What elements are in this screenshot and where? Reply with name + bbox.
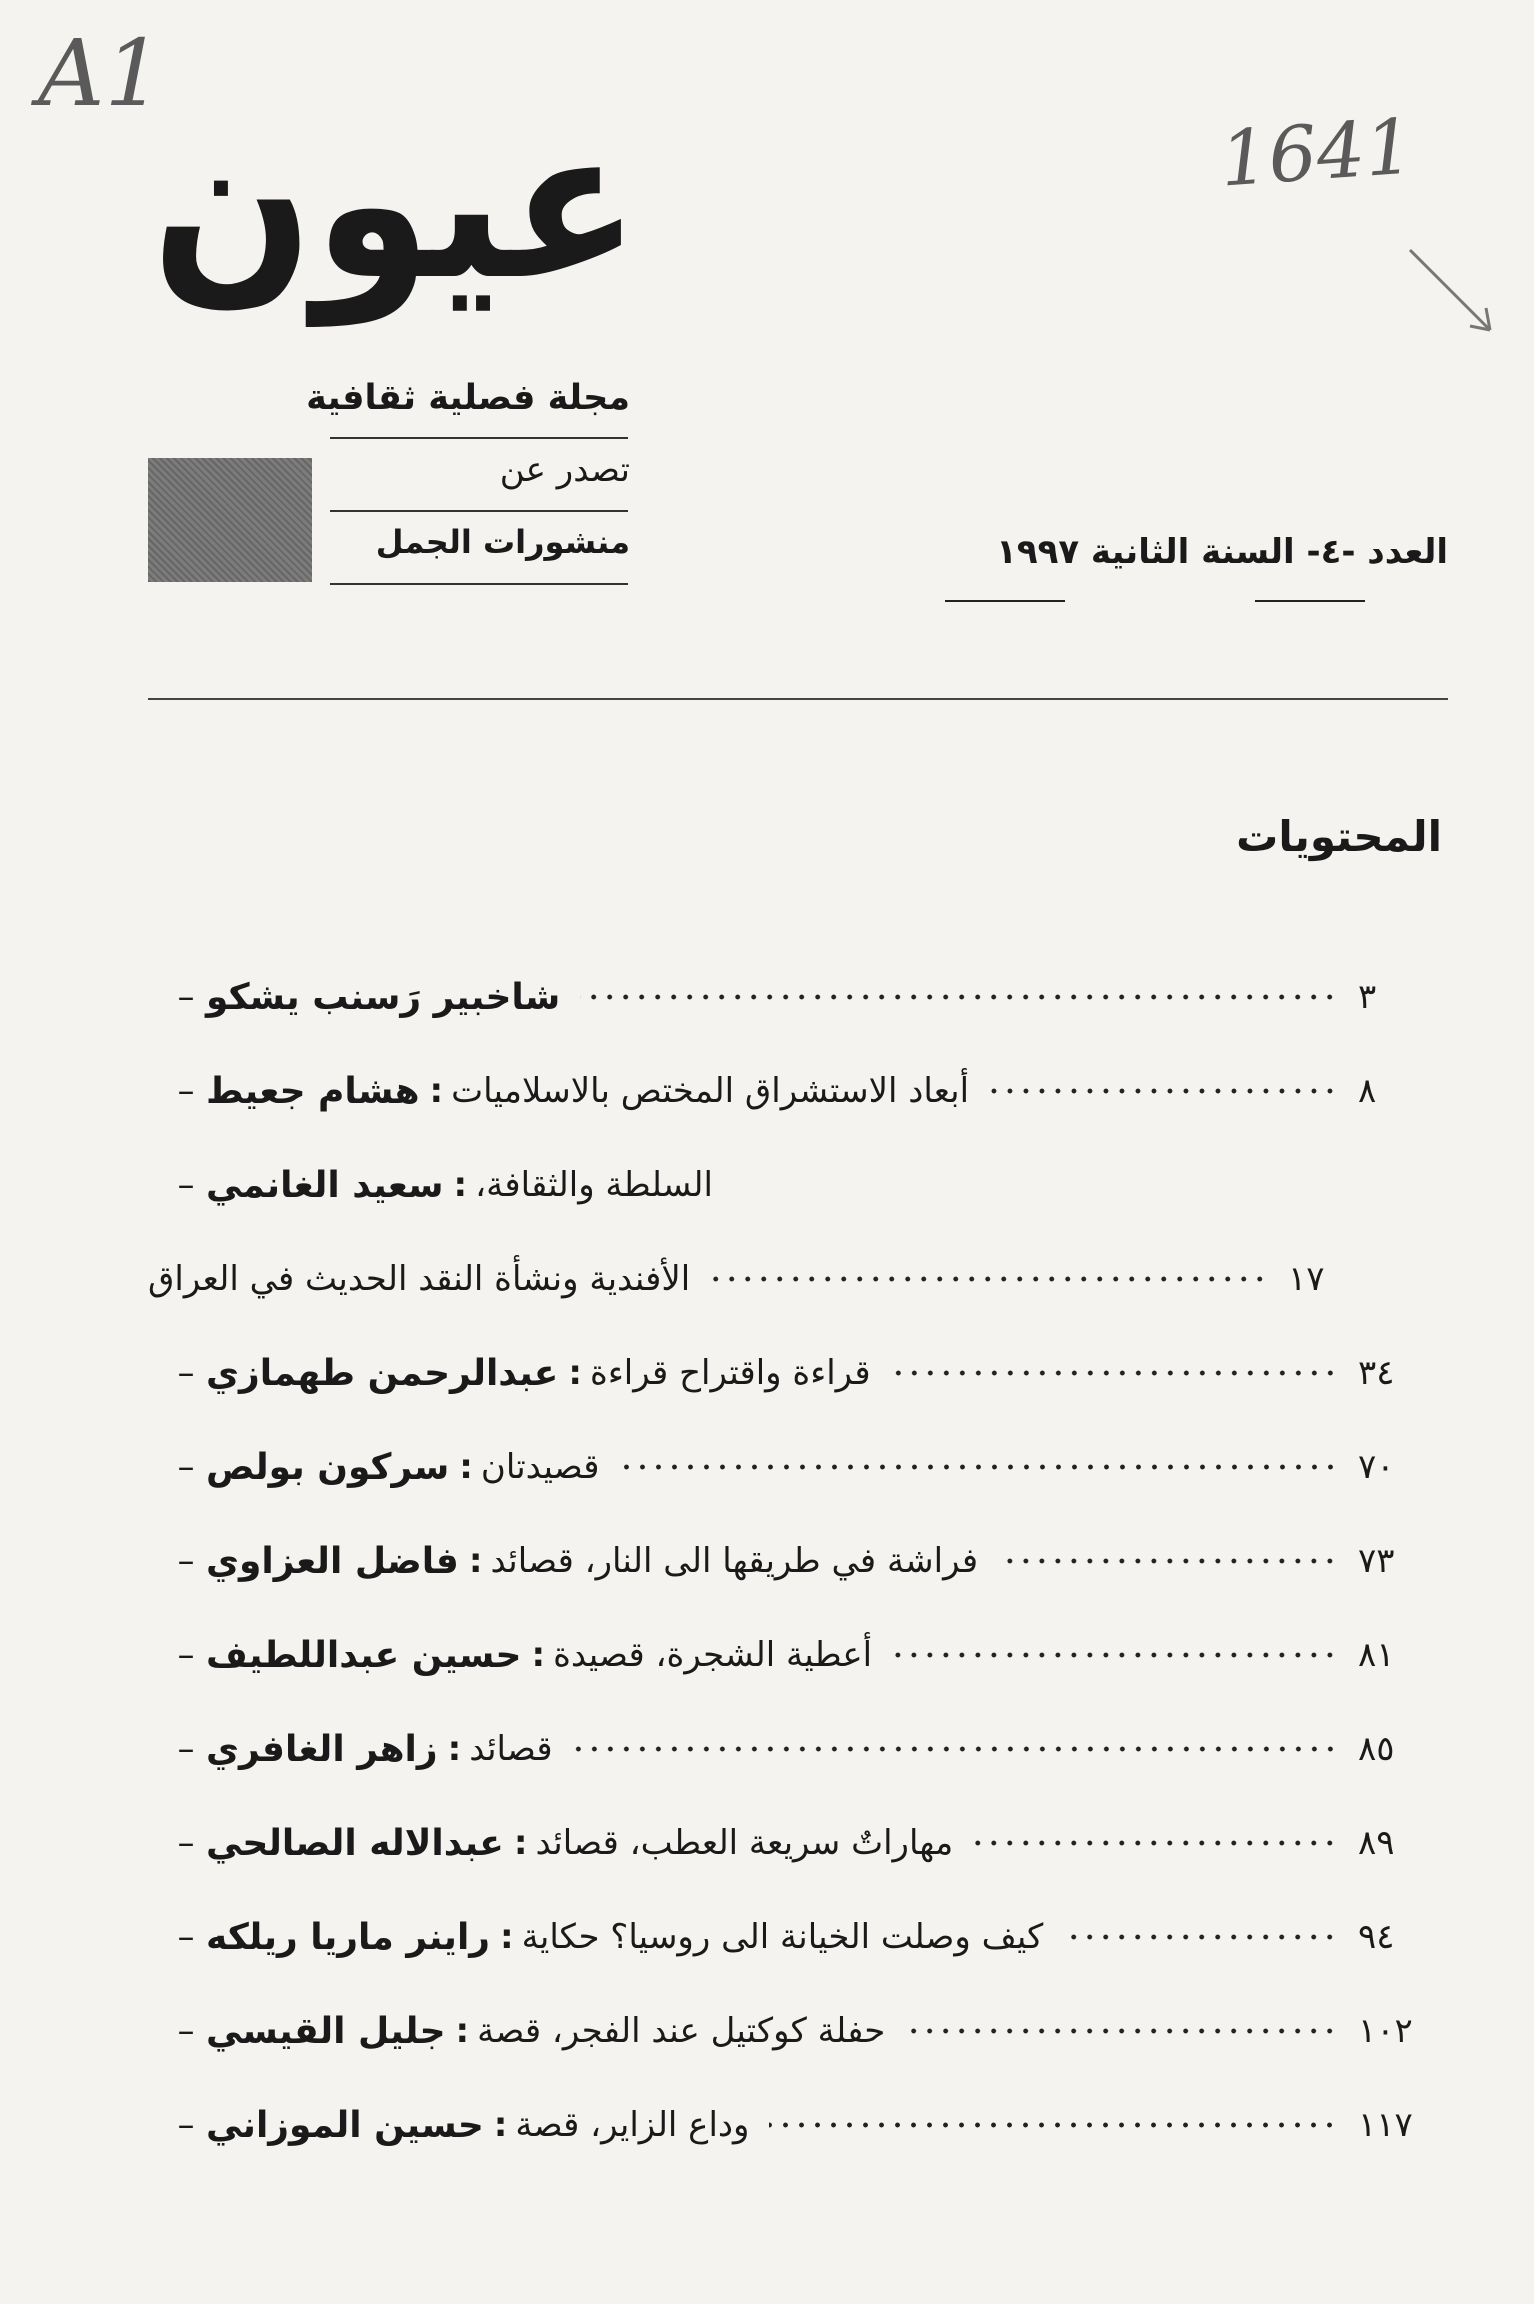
bullet-dash: – [177,1541,195,1581]
entry-title: مهاراتٌ سريعة العطب، قصائد [535,1823,954,1863]
bullet-dash: – [177,1635,195,1675]
page-number: ٨١ [1358,1635,1395,1675]
entry-author: جليل القيسي [206,2010,446,2052]
bullet-dash: – [177,1071,195,1111]
entry-author: حسين الموزاني [206,2104,484,2146]
toc-entry: – عبدالرحمن طهمازي : قراءة واقتراح قراءة ٣٤ [148,1326,1448,1420]
toc-entry: – جليل القيسي : حفلة كوكتيل عند الفجر، قصة ١٠٢ [148,1984,1448,2078]
page-number: ١١٧ [1358,2105,1413,2145]
toc-entry: – حسين الموزاني : وداع الزاير، قصة ١١٧ [148,2078,1448,2172]
entry-author: راينر ماريا ريلكه [206,1916,491,1958]
journal-title: عيون [151,82,640,326]
entry-title: أبعاد الاستشراق المختص بالاسلاميات [451,1071,970,1111]
page-number: ١٧ [1288,1259,1325,1299]
bullet-dash: – [177,1165,195,1205]
page-number: ١٠٢ [1358,2011,1413,2051]
bullet-dash: – [177,2105,195,2145]
dot-leader [1063,1934,1338,1940]
entry-title: حفلة كوكتيل عند الفجر، قصة [477,2011,886,2051]
toc-entry: – عبدالاله الصالحي : مهاراتٌ سريعة العطب، قصائد ٨٩ [148,1796,1448,1890]
entry-author: عبدالرحمن طهمازي [206,1352,559,1394]
journal-logo [151,82,640,330]
entry-title: فراشة في طريقها الى النار، قصائد [490,1541,979,1581]
entry-author: فاضل العزاوي [206,1540,459,1582]
page-number: ٨٥ [1358,1729,1395,1769]
dot-leader [989,1088,1338,1094]
dot-leader [998,1558,1338,1564]
entry-title: وداع الزاير، قصة [515,2105,750,2145]
contents-heading: المحتويات [1236,812,1442,861]
entry-author: شاخبير رَسنب يشكو [206,976,561,1018]
underline-mark [945,600,1065,602]
entry-author: سعيد الغانمي [206,1164,444,1206]
handwritten-catalog-number: 1641 [1217,101,1417,204]
bullet-dash: – [177,1447,195,1487]
toc-entry: – سركون بولص : قصيدتان ٧٠ [148,1420,1448,1514]
entry-title: قصيدتان [480,1447,600,1487]
toc-entry: – سعيد الغانمي : السلطة والثقافة، [148,1138,1448,1232]
entry-title: أعطية الشجرة، قصيدة [553,1635,873,1675]
publisher-logo-block [148,458,312,582]
toc-entry: – زاهر الغافري : قصائد ٨٥ [148,1702,1448,1796]
pencil-arrow-icon [1400,240,1510,350]
page-number: ٧٠ [1358,1447,1395,1487]
toc-entry: – حسين عبداللطيف : أعطية الشجرة، قصيدة ٨١ [148,1608,1448,1702]
page-number: ٣ [1358,977,1377,1017]
published-by-label: تصدر عن [499,450,630,490]
handwritten-shelf-mark: A1 [38,20,163,127]
horizontal-rule [148,698,1448,700]
page-number: ٩٤ [1358,1917,1395,1957]
dot-leader [891,1370,1338,1376]
publisher-name: منشورات الجمل [375,523,630,561]
entry-title: الأفندية ونشأة النقد الحديث في العراق [148,1259,691,1299]
bullet-dash: – [177,1823,195,1863]
entry-author: زاهر الغافري [206,1728,438,1770]
bullet-dash: – [177,2011,195,2051]
issue-info: العدد -٤- السنة الثانية ١٩٩٧ [996,532,1448,572]
toc-entry: – فاضل العزاوي : فراشة في طريقها الى النار، قصائد ٧٣ [148,1514,1448,1608]
entry-title: السلطة والثقافة، [475,1165,713,1205]
divider [330,583,628,585]
toc-entry: – هشام جعيط : أبعاد الاستشراق المختص بالاسلاميات ٨ [148,1044,1448,1138]
contents-list [148,950,1448,2172]
bullet-dash: – [177,1353,195,1393]
page-number: ٨ [1358,1071,1377,1111]
bullet-dash: – [177,977,195,1017]
page-number: ٨٩ [1358,1823,1395,1863]
divider [330,437,628,439]
dot-leader [573,1746,1338,1752]
underline-mark [1255,600,1365,602]
entry-title: قصائد [469,1729,553,1769]
dot-leader [620,1464,1338,1470]
toc-entry-continuation [148,1232,1448,1326]
entry-title: قراءة واقتراح قراءة [590,1353,871,1393]
divider [330,510,628,512]
entry-author: هشام جعيط [206,1070,420,1112]
entry-title: كيف وصلت الخيانة الى روسيا؟ حكاية [521,1917,1044,1957]
bullet-dash: – [177,1729,195,1769]
journal-subtitle: مجلة فصلية ثقافية [306,378,630,418]
toc-entry: – راينر ماريا ريلكه : كيف وصلت الخيانة الى روسيا؟ حكاية ٩٤ [148,1890,1448,1984]
dot-leader [769,2122,1338,2128]
entry-author: سركون بولص [206,1446,450,1488]
page-number: ٣٤ [1358,1353,1395,1393]
dot-leader [710,1276,1268,1282]
dot-leader [580,994,1338,1000]
page-number: ٧٣ [1358,1541,1395,1581]
bullet-dash: – [177,1917,195,1957]
entry-author: حسين عبداللطيف [206,1634,522,1676]
entry-author: عبدالاله الصالحي [206,1822,504,1864]
toc-entry [148,950,1448,1044]
dot-leader [973,1840,1338,1846]
dot-leader [892,1652,1338,1658]
dot-leader [905,2028,1338,2034]
